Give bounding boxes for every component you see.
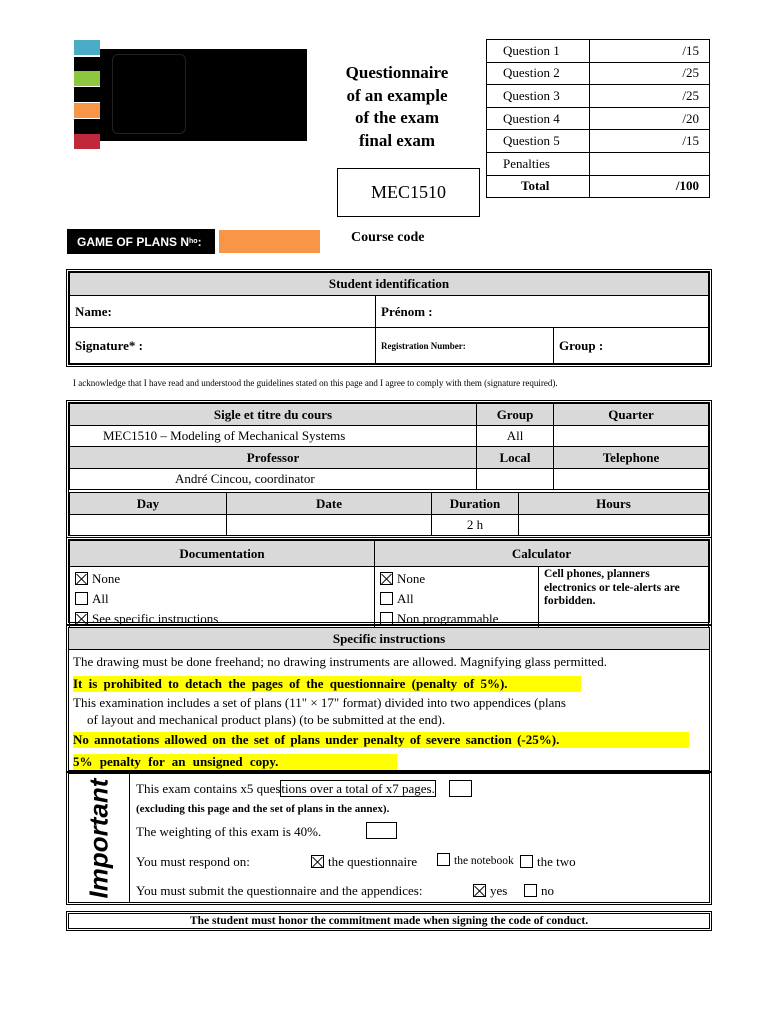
doc-option-none[interactable]: None	[75, 569, 369, 589]
score-row	[487, 85, 710, 108]
pages-count-box[interactable]	[449, 780, 472, 797]
checkbox-checked[interactable]	[473, 884, 486, 897]
score-table	[486, 39, 710, 198]
day-header: Day	[70, 493, 227, 515]
score-value[interactable]	[590, 152, 710, 175]
important-exclusion-note: (excluding this page and the set of plans in the annex).	[136, 803, 390, 815]
important-label-cell	[69, 774, 130, 902]
professor-header: Professor	[70, 447, 477, 469]
plans-number-label: GAME OF PLANS N ho :	[67, 229, 215, 254]
logo-bar-green	[74, 71, 100, 86]
name-field[interactable]: Name:	[70, 296, 376, 328]
documentation-header: Documentation	[70, 541, 375, 567]
score-value[interactable]: /100	[590, 175, 710, 198]
student-id-header: Student identification	[70, 273, 709, 296]
date-value[interactable]	[227, 515, 432, 536]
student-identification	[66, 269, 712, 367]
respond-label: You must respond on:	[136, 854, 250, 869]
score-label: Total	[487, 175, 590, 198]
doc-option-specific[interactable]: See specific instructions	[75, 609, 369, 629]
calc-option-none[interactable]: None	[380, 569, 533, 589]
checkbox[interactable]	[520, 855, 533, 868]
course-title-value: MEC1510 – Modeling of Mechanical Systems	[70, 426, 477, 447]
weighting-box[interactable]	[366, 822, 397, 839]
score-value[interactable]: /20	[590, 107, 710, 130]
telephone-value[interactable]	[554, 469, 709, 490]
quarter-value[interactable]	[554, 426, 709, 447]
score-label: Question 5	[487, 130, 590, 153]
submit-option-no[interactable]: no	[524, 883, 554, 899]
score-value[interactable]: /25	[590, 62, 710, 85]
instruction-no-annotations: No annotations allowed on the set of plans under penalty of severe sanction (-25%).	[73, 732, 689, 748]
score-row-total	[487, 175, 710, 198]
score-label: Question 1	[487, 40, 590, 63]
respond-option-questionnaire[interactable]: the questionnaire	[311, 854, 417, 870]
calc-option-all[interactable]: All	[380, 589, 533, 609]
instruction-plans: This examination includes a set of plans (11" × 17" format) divided into two appendices (plans	[73, 695, 566, 710]
documentation-calculator	[66, 537, 712, 625]
submit-option-yes[interactable]: yes	[473, 883, 507, 899]
score-label: Penalties	[487, 152, 590, 175]
checkbox[interactable]	[75, 592, 88, 605]
code-of-conduct-footer	[66, 911, 712, 931]
calc-option-nonprog[interactable]: Non programmable	[380, 609, 533, 629]
checkbox[interactable]	[380, 592, 393, 605]
important-pages-line: This exam contains x5 questions over a total of x7 pages.	[136, 781, 435, 796]
checkbox-checked[interactable]	[380, 572, 393, 585]
group-field[interactable]: Group :	[554, 328, 709, 364]
instruction-unsigned-penalty: 5% penalty for an unsigned copy.	[73, 754, 397, 770]
checkbox[interactable]	[524, 884, 537, 897]
logo-text: POLYTECHNIQUE MONTRÉAL	[200, 54, 307, 80]
professor-value: André Cincou, coordinator	[70, 469, 477, 490]
score-value[interactable]: /15	[590, 130, 710, 153]
documentation-options	[70, 567, 375, 630]
score-label: Question 4	[487, 107, 590, 130]
group-value: All	[477, 426, 554, 447]
document-title: Questionnaire of an example of the exam final exam	[345, 63, 449, 150]
submit-label: You must submit the questionnaire and the appendices:	[136, 883, 423, 898]
logo-bar-blue	[74, 40, 100, 55]
duration-header: Duration	[432, 493, 519, 515]
score-row	[487, 62, 710, 85]
logo-bar-black	[74, 87, 100, 102]
logo-emblem-icon	[112, 54, 186, 134]
course-code-box: MEC1510	[337, 168, 480, 217]
day-value[interactable]	[70, 515, 227, 536]
plans-number-field[interactable]	[219, 230, 320, 253]
acknowledgement-text: I acknowledge that I have read and understood the guidelines stated on this page and I agree to comply with them (signature required).	[73, 378, 558, 388]
prenom-field[interactable]: Prénom :	[376, 296, 709, 328]
score-label: Question 2	[487, 62, 590, 85]
calculator-header: Calculator	[375, 541, 709, 567]
logo-bar-black	[74, 57, 100, 72]
signature-field[interactable]: Signature* :	[70, 328, 376, 364]
instruction-no-detach: It is prohibited to detach the pages of the questionnaire (penalty of 5%).	[73, 676, 581, 692]
score-row	[487, 130, 710, 153]
score-value[interactable]: /25	[590, 85, 710, 108]
important-section	[66, 771, 712, 905]
local-header: Local	[477, 447, 554, 469]
quarter-header: Quarter	[554, 404, 709, 426]
registration-field[interactable]: Registration Number:	[376, 328, 554, 364]
important-label: Important	[83, 778, 114, 898]
specific-instructions	[66, 625, 712, 773]
instructions-header: Specific instructions	[69, 628, 709, 650]
local-value[interactable]	[477, 469, 554, 490]
score-row	[487, 152, 710, 175]
logo-bar-red	[74, 134, 100, 149]
checkbox-checked[interactable]	[75, 572, 88, 585]
checkbox-checked[interactable]	[311, 855, 324, 868]
duration-value: 2 h	[432, 515, 519, 536]
checkbox[interactable]	[380, 612, 393, 625]
checkbox[interactable]	[437, 853, 450, 866]
hours-header: Hours	[519, 493, 709, 515]
questions-count-box[interactable]: tions over a total of x7 pages.	[281, 781, 435, 796]
score-row	[487, 40, 710, 63]
calculator-options	[375, 567, 539, 630]
logo-bar-black	[74, 119, 100, 134]
date-header: Date	[227, 493, 432, 515]
course-code-label: Course code	[351, 230, 425, 245]
respond-option-both[interactable]: the two	[520, 854, 576, 870]
respond-option-notebook[interactable]: the notebook	[437, 853, 514, 867]
course-title-header: Sigle et titre du cours	[70, 404, 477, 426]
score-row	[487, 107, 710, 130]
score-label: Question 3	[487, 85, 590, 108]
calculator-note: Cell phones, planners electronics or tele-alerts are forbidden.	[539, 567, 709, 630]
instruction-freehand: The drawing must be done freehand; no drawing instruments are allowed. Magnifying glass permitted.	[73, 654, 607, 669]
group-header: Group	[477, 404, 554, 426]
checkbox-checked[interactable]	[75, 612, 88, 625]
score-value[interactable]: /15	[590, 40, 710, 63]
doc-option-all[interactable]: All	[75, 589, 369, 609]
course-info	[66, 400, 712, 538]
hours-value[interactable]	[519, 515, 709, 536]
logo-bar-orange	[74, 103, 100, 118]
footer-text: The student must honor the commitment made when signing the code of conduct.	[189, 915, 589, 927]
weighting-text: The weighting of this exam is 40%.	[136, 824, 322, 839]
instruction-plans-cont: of layout and mechanical product plans) (to be submitted at the end).	[87, 712, 446, 727]
telephone-header: Telephone	[554, 447, 709, 469]
